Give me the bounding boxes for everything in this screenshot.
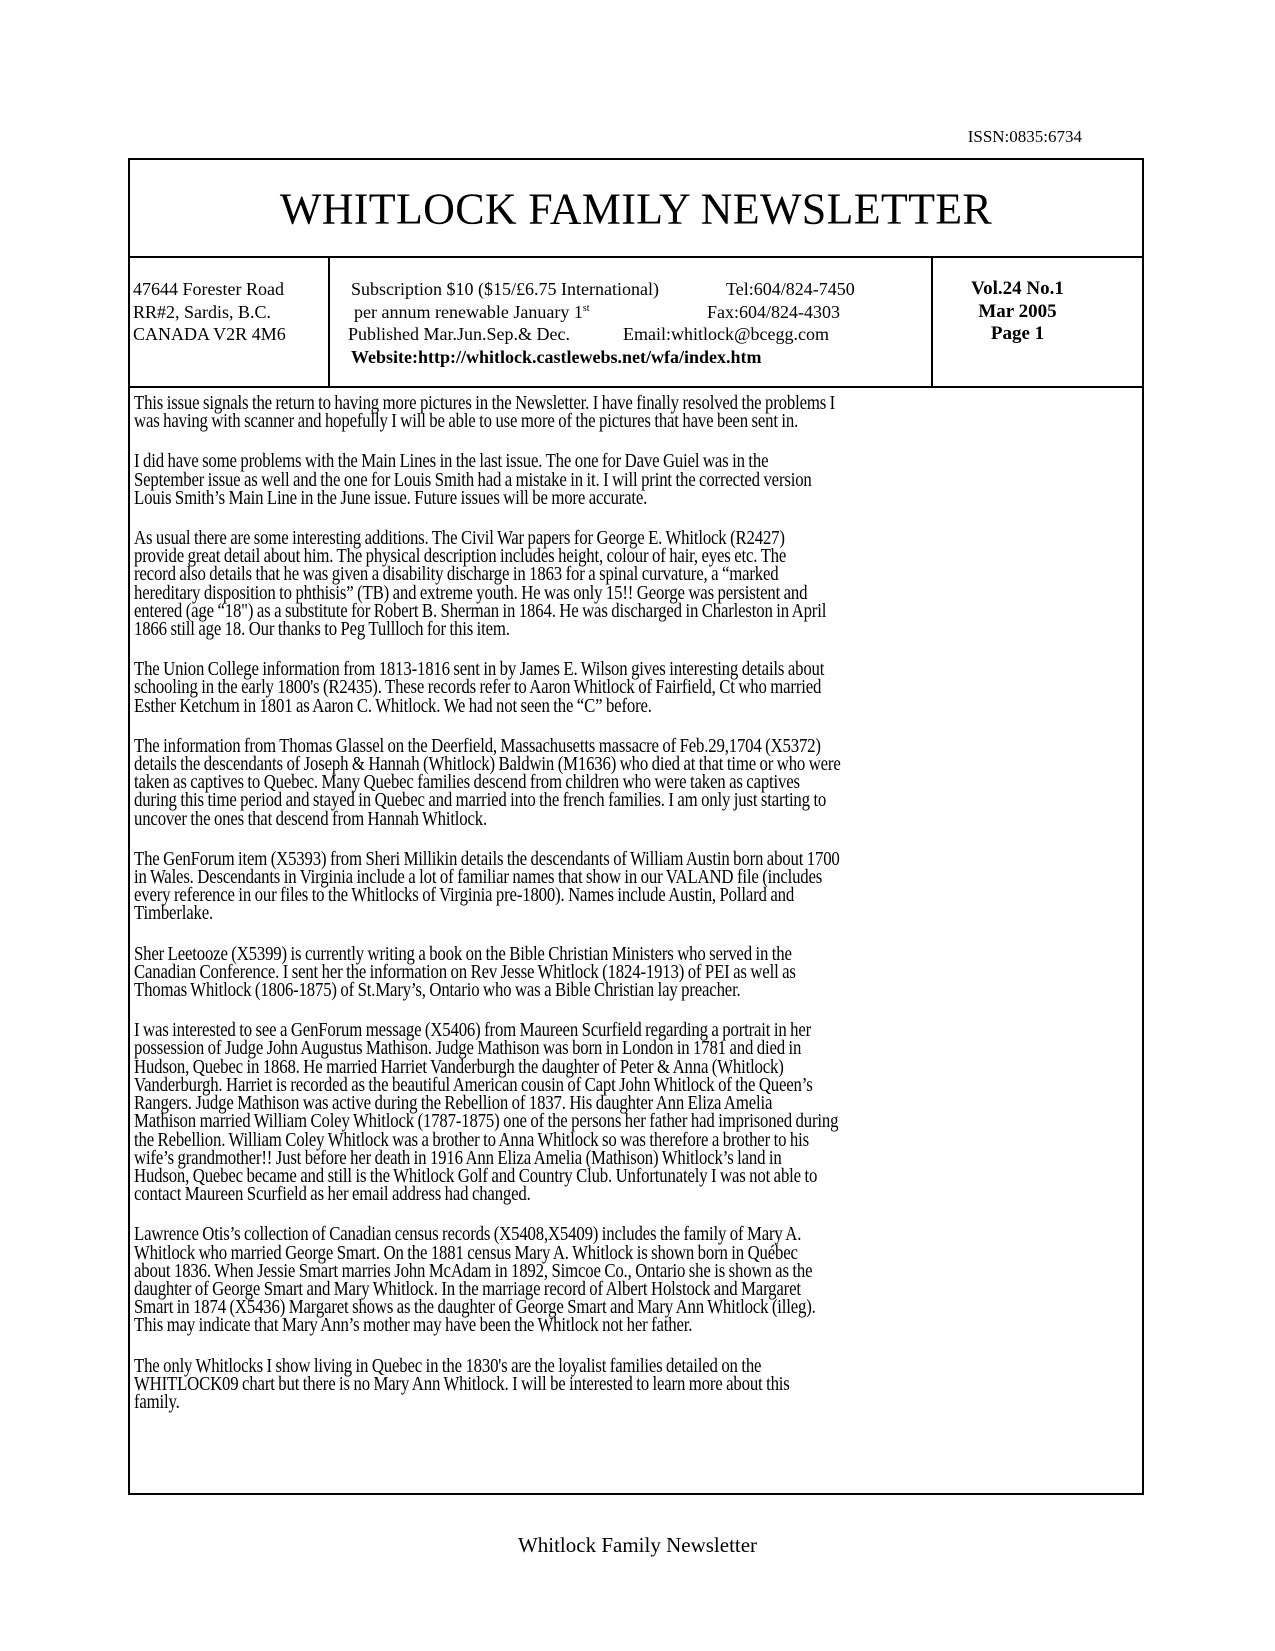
article-paragraph bbox=[134, 453, 1138, 508]
address-line: RR#2, Sardis, B.C. bbox=[133, 301, 272, 322]
paragraph-line: record also details that he was given a disability discharge in 1863 for a spinal curvature, a “marked bbox=[134, 564, 779, 586]
article-paragraph bbox=[134, 1022, 1138, 1204]
paragraph-line: contact Maureen Scurfield as her email address had changed. bbox=[134, 1184, 531, 1206]
page-number: Page 1 bbox=[990, 323, 1045, 344]
paragraph-line: provide great detail about him. The physical description includes height, colour of hair, eyes etc. The bbox=[134, 546, 787, 568]
paragraph-line: Hudson, Quebec in 1868. He married Harriet Vanderburgh the daughter of Peter & Anna (Whitlock) bbox=[134, 1056, 784, 1078]
paragraph-line: Esther Ketchum in 1801 as Aaron C. Whitlock. We had not seen the “C” before. bbox=[134, 695, 652, 717]
paragraph-line: hereditary disposition to phthisis” (TB) and extreme youth. He was only 15!! George was persistent and bbox=[134, 582, 808, 604]
paragraph-line: schooling in the early 1800's (R2435). These records refer to Aaron Whitlock of Fairfield, Ct who married bbox=[134, 677, 822, 699]
page-footer: Whitlock Family Newsletter bbox=[517, 1533, 758, 1557]
renewal-terms bbox=[354, 301, 590, 324]
paragraph-line: The only Whitlocks I show living in Quebec in the 1830's are the loyalist families detailed on the bbox=[134, 1355, 762, 1377]
paragraph-line: September issue as well and the one for Louis Smith had a mistake in it. I will print the corrected version bbox=[134, 469, 812, 491]
paragraph-line: possession of Judge John Augustus Mathison. Judge Mathison was born in London in 1781 and died in bbox=[134, 1038, 802, 1060]
paragraph-line: every reference in our files to the Whitlocks of Virginia pre-1800). Names include Austin, Pollard and bbox=[134, 885, 795, 907]
paragraph-line: during this time period and stayed in Quebec and married into the french families. I am only just starting to bbox=[134, 790, 827, 812]
info-bar bbox=[130, 258, 1142, 388]
subscription-price: Subscription $10 ($15/£6.75 International) bbox=[351, 279, 659, 299]
subscription-info bbox=[330, 258, 933, 386]
paragraph-line: Thomas Whitlock (1806-1875) of St.Mary’s, Ontario who was a Bible Christian lay preacher. bbox=[134, 980, 741, 1002]
article-paragraph bbox=[134, 530, 1138, 639]
paragraph-line: The information from Thomas Glassel on the Deerfield, Massachusetts massacre of Feb.29,1704 (X5372) bbox=[134, 735, 821, 757]
paragraph-line: Timberlake. bbox=[134, 903, 214, 925]
paragraph-line: Whitlock who married George Smart. On the 1881 census Mary A. Whitlock is shown born in Québec bbox=[134, 1242, 798, 1264]
article-paragraph bbox=[134, 661, 1138, 716]
renewal-text: per annum renewable January 1 bbox=[354, 301, 583, 322]
paragraph-line: Sher Leetooze (X5399) is currently writing a book on the Bible Christian Ministers who served in the bbox=[134, 943, 792, 965]
paragraph-line: Louis Smith’s Main Line in the June issue. Future issues will be more accurate. bbox=[134, 487, 648, 509]
paragraph-line: Mathison married William Coley Whitlock (1787-1875) one of the persons her father had imprisoned during bbox=[134, 1111, 839, 1133]
telephone: Tel:604/824-7450 bbox=[726, 279, 855, 299]
publication-schedule: Published Mar.Jun.Sep.& Dec. bbox=[348, 324, 570, 344]
paragraph-line: about 1836. When Jessie Smart marries John McAdam in 1892, Simcoe Co., Ontario she is shown as the bbox=[134, 1260, 813, 1282]
paragraph-line: WHITLOCK09 chart but there is no Mary Ann Whitlock. I will be interested to learn more about this bbox=[134, 1373, 790, 1395]
address-line: 47644 Forester Road bbox=[133, 279, 284, 299]
fax: Fax:604/824-4303 bbox=[707, 301, 840, 322]
paragraph-line: The Union College information from 1813-1816 sent in by James E. Wilson gives interesting details about bbox=[134, 659, 825, 681]
issue-date: Mar 2005 bbox=[978, 300, 1057, 322]
paragraph-line: Vanderburgh. Harriet is recorded as the beautiful American cousin of Capt John Whitlock of the Queen’s bbox=[134, 1074, 813, 1096]
paragraph-line: This may indicate that Mary Ann’s mother may have been the Whitlock not her father. bbox=[134, 1315, 693, 1337]
masthead bbox=[130, 160, 1142, 258]
paragraph-line: Lawrence Otis’s collection of Canadian census records (X5408,X5409) includes the family of Mary A. bbox=[134, 1224, 802, 1246]
paragraph-line: Rangers. Judge Mathison was active during the Rebellion of 1837. His daughter Ann Eliza Amelia bbox=[134, 1093, 773, 1115]
article-paragraph bbox=[134, 848, 1138, 925]
paragraph-line: taken as captives to Quebec. Many Quebec families descend from children who were taken as captives bbox=[134, 772, 800, 794]
paragraph-line: Smart in 1874 (X5436) Margaret shows as the daughter of George Smart and Mary Ann Whitlock (illeg). bbox=[134, 1297, 816, 1319]
email-link[interactable]: Email:whitlock@bcegg.com bbox=[623, 324, 830, 344]
article-paragraph bbox=[134, 735, 1138, 830]
article-paragraph bbox=[134, 1355, 1138, 1413]
newsletter-frame bbox=[128, 158, 1144, 1495]
issn-number: ISSN:0835:6734 bbox=[967, 127, 1082, 146]
website-link[interactable]: Website:http://whitlock.castlewebs.net/wfa/index.htm bbox=[351, 346, 762, 367]
paragraph-line: uncover the ones that descend from Hannah Whitlock. bbox=[134, 808, 488, 830]
paragraph-line: in Wales. Descendants in Virginia include a lot of familiar names that show in our VALAND file (includes bbox=[134, 867, 823, 889]
article-paragraph bbox=[134, 943, 1138, 1002]
paragraph-line: daughter of George Smart and Mary Whitlock. In the marriage record of Albert Holstock and Margaret bbox=[134, 1278, 801, 1300]
paragraph-line: details the descendants of Joseph & Hannah (Whitlock) Baldwin (M1636) who died at that time or who were bbox=[134, 754, 841, 776]
paragraph-line: the Rebellion. William Coley Whitlock was a brother to Anna Whitlock so was therefore a brother to his bbox=[134, 1129, 809, 1151]
paragraph-line: was having with scanner and hopefully I will be able to use more of the pictures that have been sent in. bbox=[134, 411, 799, 433]
paragraph-line: wife’s grandmother!! Just before her death in 1916 Ann Eliza Amelia (Mathison) Whitlock’s land in bbox=[134, 1147, 782, 1169]
mailing-address bbox=[130, 258, 330, 386]
paragraph-line: Hudson, Quebec became and still is the Whitlock Golf and Country Club. Unfortunately I was not able to bbox=[134, 1165, 818, 1187]
article-paragraph bbox=[134, 1226, 1138, 1335]
paragraph-line: As usual there are some interesting additions. The Civil War papers for George E. Whitlock (R2427) bbox=[134, 528, 785, 550]
paragraph-line: This issue signals the return to having more pictures in the Newsletter. I have finally resolved the problems I bbox=[134, 393, 836, 414]
article-body bbox=[130, 388, 1142, 1412]
article-paragraph bbox=[134, 395, 1138, 431]
paragraph-line: family. bbox=[134, 1391, 180, 1413]
paragraph-line: entered (age “18") as a substitute for Robert B. Sherman in 1864. He was discharged in Charleston in April bbox=[134, 600, 827, 622]
paragraph-line: 1866 still age 18. Our thanks to Peg Tullloch for this item. bbox=[134, 619, 510, 641]
issue-info bbox=[933, 258, 1142, 386]
paragraph-line: I was interested to see a GenForum message (X5406) from Maureen Scurfield regarding a portrait in her bbox=[134, 1020, 812, 1042]
address-line: CANADA V2R 4M6 bbox=[133, 324, 286, 344]
ordinal-suffix: st bbox=[582, 302, 590, 314]
volume-number: Vol.24 No.1 bbox=[971, 278, 1064, 299]
paragraph-line: The GenForum item (X5393) from Sheri Millikin details the descendants of William Austin born about 1700 bbox=[134, 848, 840, 870]
newsletter-title: WHITLOCK FAMILY NEWSLETTER bbox=[279, 183, 993, 233]
paragraph-line: I did have some problems with the Main Lines in the last issue. The one for Dave Guiel was in the bbox=[134, 451, 769, 473]
paragraph-line: Canadian Conference. I sent her the information on Rev Jesse Whitlock (1824-1913) of PEI as well as bbox=[134, 961, 796, 983]
